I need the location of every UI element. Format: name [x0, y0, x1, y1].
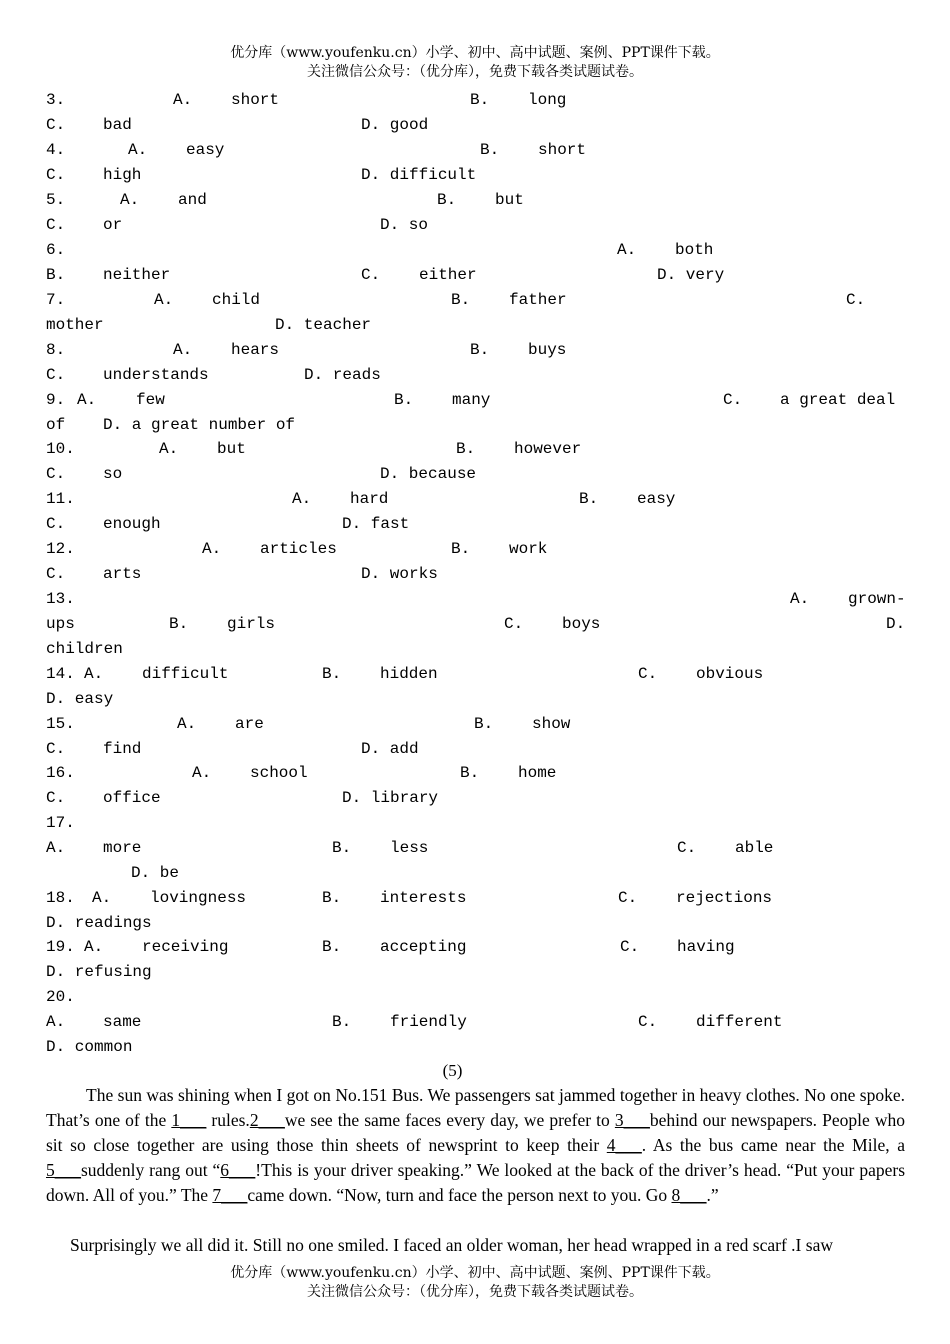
option-b-label: B. [394, 391, 414, 409]
option-b-label: B. [332, 839, 352, 857]
option-c-text: having [677, 938, 735, 956]
option-b-label: B. [460, 764, 480, 782]
option-d: D. good [361, 116, 429, 134]
option-b-label: B. [470, 341, 490, 359]
option-a-text: both [675, 241, 714, 259]
option-a-text: articles [260, 540, 337, 558]
option-c-text: either [419, 266, 477, 284]
option-b-text: interests [380, 889, 467, 907]
option-b-label: B. [480, 141, 500, 159]
page-header [0, 44, 950, 82]
option-b-text: father [509, 291, 567, 309]
question-number: 17. [46, 814, 75, 832]
blank-6: 6___ [220, 1160, 256, 1180]
option-b-text: less [390, 839, 429, 857]
option-b-label: B. [474, 715, 494, 733]
option-a-text: difficult [142, 665, 229, 683]
option-b-text: hidden [380, 665, 438, 683]
option-c-text: high [103, 166, 142, 184]
option-a-label: A. [92, 889, 112, 907]
option-a-label: A. [159, 440, 179, 458]
option-c-label: C. [846, 291, 866, 309]
option-b-text: however [514, 440, 582, 458]
option-d: D. because [380, 465, 477, 483]
option-c-text: mother [46, 316, 104, 334]
option-d: D. common [46, 1038, 133, 1056]
option-a-label: A. [192, 764, 212, 782]
option-b-label: B. [579, 490, 599, 508]
blank-4: 4___ [606, 1135, 642, 1155]
option-a-label: A. [84, 938, 104, 956]
option-d: D. easy [46, 690, 114, 708]
blank-1: 1___ [171, 1110, 207, 1130]
option-d: D. difficult [361, 166, 477, 184]
option-b-text: work [509, 540, 548, 558]
option-a-label: A. [177, 715, 197, 733]
question-number: 12. [46, 540, 75, 558]
option-a-text: and [178, 191, 207, 209]
option-d: D. readings [46, 914, 152, 932]
option-c-label: C. [677, 839, 697, 857]
option-d: D. so [380, 216, 429, 234]
option-b-label: B. [46, 266, 66, 284]
option-d: D. teacher [275, 316, 372, 334]
option-d-label: D. [886, 615, 906, 633]
blank-5: 5___ [46, 1160, 81, 1180]
option-a-text: but [217, 440, 246, 458]
question-number: 6. [46, 241, 66, 259]
option-a-text: hard [350, 490, 389, 508]
option-c-label: C. [46, 216, 66, 234]
question-number: 3. [46, 91, 66, 109]
option-a-label: A. [617, 241, 637, 259]
option-a-label: A. [77, 391, 97, 409]
option-c-label: C. [361, 266, 381, 284]
option-b-text: buys [528, 341, 567, 359]
option-a-text: are [235, 715, 264, 733]
question-number: 11. [46, 490, 75, 508]
option-b-text: accepting [380, 938, 467, 956]
option-c-text: obvious [696, 665, 764, 683]
passage-text: rules. [206, 1110, 250, 1130]
passage-text: suddenly rang out “ [81, 1160, 221, 1180]
option-b-text: neither [103, 266, 171, 284]
option-c-text: able [735, 839, 774, 857]
option-c-text-continued: of [46, 416, 66, 434]
passage-text: !This is your driver speaking.” We looked at the back of the driver’s head. “Put your papers down. All of you.” The [46, 1160, 905, 1205]
option-c-label: C. [46, 789, 66, 807]
option-d: D. works [361, 565, 438, 583]
option-a-label: A. [46, 1013, 66, 1031]
option-b-label: B. [332, 1013, 352, 1031]
option-c-text: find [103, 740, 142, 758]
option-c-text: bad [103, 116, 132, 134]
option-c-text: or [103, 216, 123, 234]
passage-text: behind our newspapers. People who sit so close together are using those thin sheets of newsprint to keep their [46, 1110, 905, 1155]
option-b-text: but [495, 191, 524, 209]
option-b-text: short [538, 141, 587, 159]
option-b-text: many [452, 391, 491, 409]
option-a-label: A. [202, 540, 222, 558]
blank-3: 3___ [614, 1110, 650, 1130]
option-c-label: C. [638, 665, 658, 683]
option-d: D. refusing [46, 963, 152, 981]
passage-text: . As the bus came near the Mile, a [641, 1135, 905, 1155]
option-a-text: easy [186, 141, 225, 159]
passage-paragraph-1 [46, 1083, 905, 1208]
option-a-label: A. [790, 590, 810, 608]
question-number: 15. [46, 715, 75, 733]
option-c-label: C. [46, 166, 66, 184]
option-b-text: girls [227, 615, 276, 633]
option-c-text: boys [562, 615, 601, 633]
option-a-label: A. [173, 341, 193, 359]
option-b-label: B. [437, 191, 457, 209]
passage-text: came down. “Now, turn and face the person next to you. Go [247, 1185, 672, 1205]
option-a-text: short [231, 91, 280, 109]
question-number: 5. [46, 191, 66, 209]
option-c-text: different [696, 1013, 783, 1031]
header-line-1: 优分库（www.youfenku.cn）小学、初中、高中试题、案例、PPT课件下载。 [230, 45, 720, 61]
option-c-text: arts [103, 565, 142, 583]
option-d: D. fast [342, 515, 410, 533]
option-c-label: C. [46, 116, 66, 134]
option-c-label: C. [504, 615, 524, 633]
question-number: 4. [46, 141, 66, 159]
option-c-text: rejections [676, 889, 773, 907]
header-line-2: 关注微信公众号：（优分库），免费下载各类试题试卷。 [307, 64, 643, 80]
option-a-label: A. [154, 291, 174, 309]
option-c-label: C. [46, 565, 66, 583]
option-a-label: A. [292, 490, 312, 508]
blank-2: 2___ [249, 1110, 285, 1130]
option-b-label: B. [451, 540, 471, 558]
option-b-text: long [528, 91, 567, 109]
option-c-text: so [103, 465, 123, 483]
question-number: 9. [46, 391, 66, 409]
passage-text: .” [706, 1185, 719, 1205]
option-c-label: C. [723, 391, 743, 409]
section-label: (5) [442, 1061, 463, 1080]
option-a-text-continued: ups [46, 615, 75, 633]
option-d: D. add [361, 740, 419, 758]
option-b-label: B. [470, 91, 490, 109]
option-d: D. be [131, 864, 180, 882]
question-number: 18. [46, 889, 75, 907]
option-b-label: B. [322, 889, 342, 907]
question-number: 20. [46, 988, 75, 1006]
option-a-label: A. [128, 141, 148, 159]
option-c-label: C. [46, 740, 66, 758]
option-c-text: office [103, 789, 161, 807]
question-number: 19. [46, 938, 75, 956]
question-number: 8. [46, 341, 66, 359]
question-number: 14. [46, 665, 75, 683]
option-c-text: enough [103, 515, 161, 533]
passage-text: The sun was shining when I got on No.151 Bus. We passengers sat jammed together in heavy clothes. No one spoke. That’s one of the [46, 1085, 905, 1130]
blank-8: 8___ [671, 1185, 707, 1205]
option-a-text: lovingness [150, 889, 247, 907]
option-c-label: C. [46, 366, 66, 384]
option-c-label: C. [46, 465, 66, 483]
option-c-label: C. [620, 938, 640, 956]
option-c-label: C. [638, 1013, 658, 1031]
option-b-label: B. [322, 938, 342, 956]
blank-7: 7___ [212, 1185, 248, 1205]
option-a-text: school [250, 764, 308, 782]
option-b-label: B. [322, 665, 342, 683]
page-footer [0, 1264, 950, 1302]
option-a-text: receiving [142, 938, 229, 956]
option-c-label: C. [618, 889, 638, 907]
option-b-label: B. [169, 615, 189, 633]
option-d: D. reads [304, 366, 381, 384]
option-c-text: understands [103, 366, 209, 384]
option-a-label: A. [46, 839, 66, 857]
question-number: 7. [46, 291, 66, 309]
option-a-text: grown- [848, 590, 906, 608]
option-a-text: few [136, 391, 165, 409]
option-a-text: same [103, 1013, 142, 1031]
option-b-text: show [532, 715, 571, 733]
option-d-text: children [46, 640, 123, 658]
option-b-text: friendly [390, 1013, 467, 1031]
passage-paragraph-2: Surprisingly we all did it. Still no one smiled. I faced an older woman, her head wrapped in a red scarf .I saw [70, 1235, 833, 1255]
footer-line-1: 优分库（www.youfenku.cn）小学、初中、高中试题、案例、PPT课件下载。 [230, 1265, 720, 1281]
question-number: 16. [46, 764, 75, 782]
option-d: D. a great number of [103, 416, 296, 434]
option-a-text: more [103, 839, 142, 857]
option-d: D. library [342, 789, 439, 807]
option-b-text: home [518, 764, 557, 782]
footer-line-2: 关注微信公众号：（优分库），免费下载各类试题试卷。 [307, 1284, 643, 1300]
option-a-text: hears [231, 341, 280, 359]
passage-text: we see the same faces every day, we prefer to [284, 1110, 615, 1130]
option-a-label: A. [120, 191, 140, 209]
question-number: 10. [46, 440, 75, 458]
option-a-label: A. [84, 665, 104, 683]
option-b-label: B. [451, 291, 471, 309]
option-c-text: a great deal [780, 391, 896, 409]
option-c-label: C. [46, 515, 66, 533]
option-a-text: child [212, 291, 261, 309]
option-b-label: B. [456, 440, 476, 458]
option-a-label: A. [173, 91, 193, 109]
question-number: 13. [46, 590, 75, 608]
option-b-text: easy [637, 490, 676, 508]
option-d: D. very [657, 266, 725, 284]
